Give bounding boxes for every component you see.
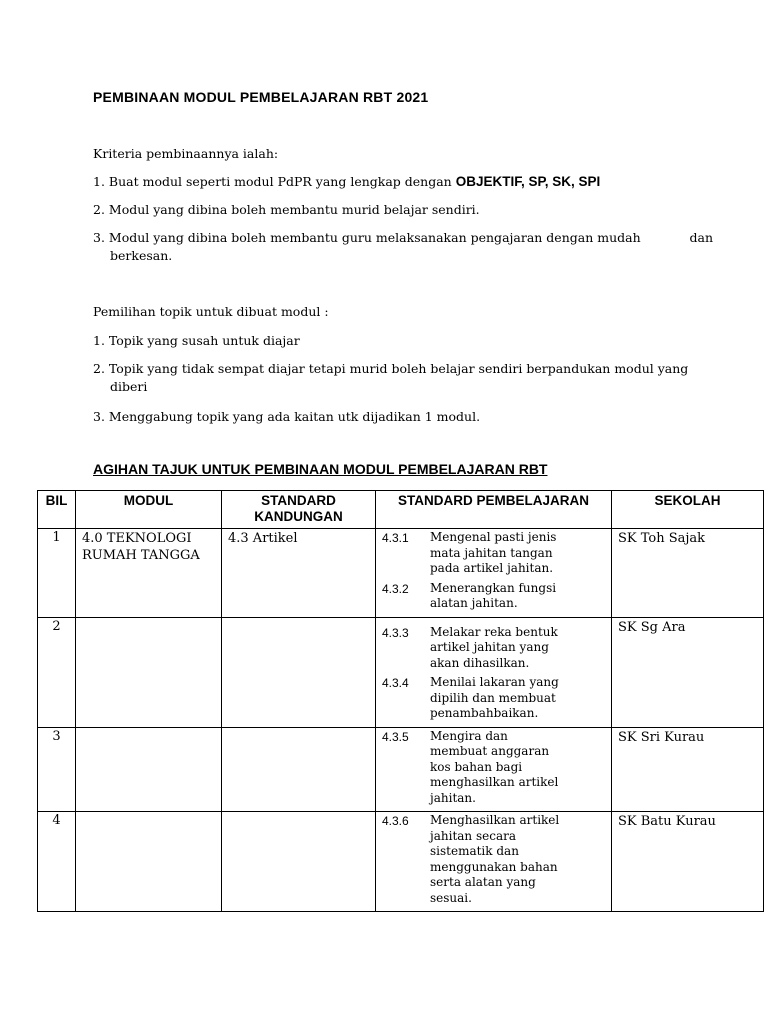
sp-code: 4.3.5 <box>382 729 409 744</box>
cell-modul <box>76 617 222 727</box>
sp-entry <box>382 530 605 577</box>
pemilihan-item-2-line2: diberi <box>110 379 148 394</box>
table-row <box>38 529 764 618</box>
header-standard-pembelajaran: STANDARD PEMBELAJARAN <box>376 491 612 529</box>
kriteria-item-3 <box>93 229 713 265</box>
table-row <box>38 812 764 912</box>
kriteria-item-1-bold: OBJEKTIF, SP, SK, SPI <box>455 174 601 189</box>
header-bil: BIL <box>38 491 76 529</box>
header-sekolah: SEKOLAH <box>612 491 764 529</box>
kriteria-item-3-line1: 3. Modul yang dibina boleh membantu guru melaksanakan pengajaran dengan mudah <box>93 230 641 245</box>
cell-modul <box>76 727 222 812</box>
pemilihan-item-1: 1. Topik yang susah untuk diajar <box>93 333 300 348</box>
cell-bil: 1 <box>38 529 76 618</box>
sp-text: Menerangkan fungsi alatan jahitan. <box>430 580 557 610</box>
sp-text: Mengira dan membuat anggaran kos bahan bagi menghasilkan artikel jahitan. <box>430 728 559 805</box>
sp-text: Menilai lakaran yang dipilih dan membuat penambahbaikan. <box>430 675 559 720</box>
pemilihan-item-2 <box>93 360 713 396</box>
header-standard-kandungan: STANDARD KANDUNGAN <box>222 491 376 529</box>
pemilihan-intro: Pemilihan topik untuk dibuat modul : <box>93 304 329 319</box>
cell-standard-pembelajaran <box>376 617 612 727</box>
sp-code: 4.3.3 <box>382 625 409 640</box>
cell-standard-pembelajaran <box>376 727 612 812</box>
cell-standard-kandungan: 4.3 Artikel <box>222 529 376 618</box>
document-title: PEMBINAAN MODUL PEMBELAJARAN RBT 2021 <box>93 89 429 105</box>
table-header-row <box>38 491 764 529</box>
kriteria-item-3-line1-end: dan <box>689 230 713 245</box>
pemilihan-item-3: 3. Menggabung topik yang ada kaitan utk dijadikan 1 modul. <box>93 409 481 424</box>
sp-entry <box>382 625 605 672</box>
sp-code: 4.3.1 <box>382 531 409 545</box>
agihan-table <box>37 490 764 912</box>
kriteria-intro: Kriteria pembinaannya ialah: <box>93 146 279 161</box>
cell-modul <box>76 812 222 912</box>
cell-sekolah: SK Sri Kurau <box>612 727 764 812</box>
cell-bil: 2 <box>38 617 76 727</box>
cell-modul: 4.0 TEKNOLOGI RUMAH TANGGA <box>76 529 222 618</box>
cell-sekolah: SK Toh Sajak <box>612 529 764 618</box>
cell-standard-kandungan <box>222 617 376 727</box>
sp-code: 4.3.6 <box>382 814 409 828</box>
cell-standard-pembelajaran <box>376 812 612 912</box>
sp-entry <box>382 581 605 612</box>
pemilihan-item-2-line1: 2. Topik yang tidak sempat diajar tetapi murid boleh belajar sendiri berpandukan modul yang <box>93 361 689 376</box>
cell-bil: 4 <box>38 812 76 912</box>
cell-standard-pembelajaran <box>376 529 612 618</box>
cell-bil: 3 <box>38 727 76 812</box>
sp-code: 4.3.4 <box>382 676 409 690</box>
kriteria-item-1-text: 1. Buat modul seperti modul PdPR yang lengkap dengan <box>93 174 456 189</box>
sp-entry <box>382 675 605 722</box>
sp-text: Mengenal pasti jenis mata jahitan tangan pada artikel jahitan. <box>430 530 557 575</box>
cell-standard-kandungan <box>222 812 376 912</box>
kriteria-item-2: 2. Modul yang dibina boleh membantu murid belajar sendiri. <box>93 202 480 217</box>
sp-entry <box>382 729 605 807</box>
kriteria-item-3-line2: berkesan. <box>110 248 173 263</box>
table-row <box>38 727 764 812</box>
table-row <box>38 617 764 727</box>
sp-text: Melakar reka bentuk artikel jahitan yang akan dihasilkan. <box>430 624 558 670</box>
sp-entry <box>382 813 605 906</box>
header-modul: MODUL <box>76 491 222 529</box>
cell-standard-kandungan <box>222 727 376 812</box>
table-heading: AGIHAN TAJUK UNTUK PEMBINAAN MODUL PEMBELAJARAN RBT <box>93 461 548 477</box>
cell-sekolah: SK Batu Kurau <box>612 812 764 912</box>
kriteria-item-1 <box>93 173 713 191</box>
sp-text: Menghasilkan artikel jahitan secara sistematik dan menggunakan bahan serta alatan yang sesuai. <box>430 813 560 905</box>
cell-sekolah: SK Sg Ara <box>612 617 764 727</box>
sp-code: 4.3.2 <box>382 581 409 596</box>
